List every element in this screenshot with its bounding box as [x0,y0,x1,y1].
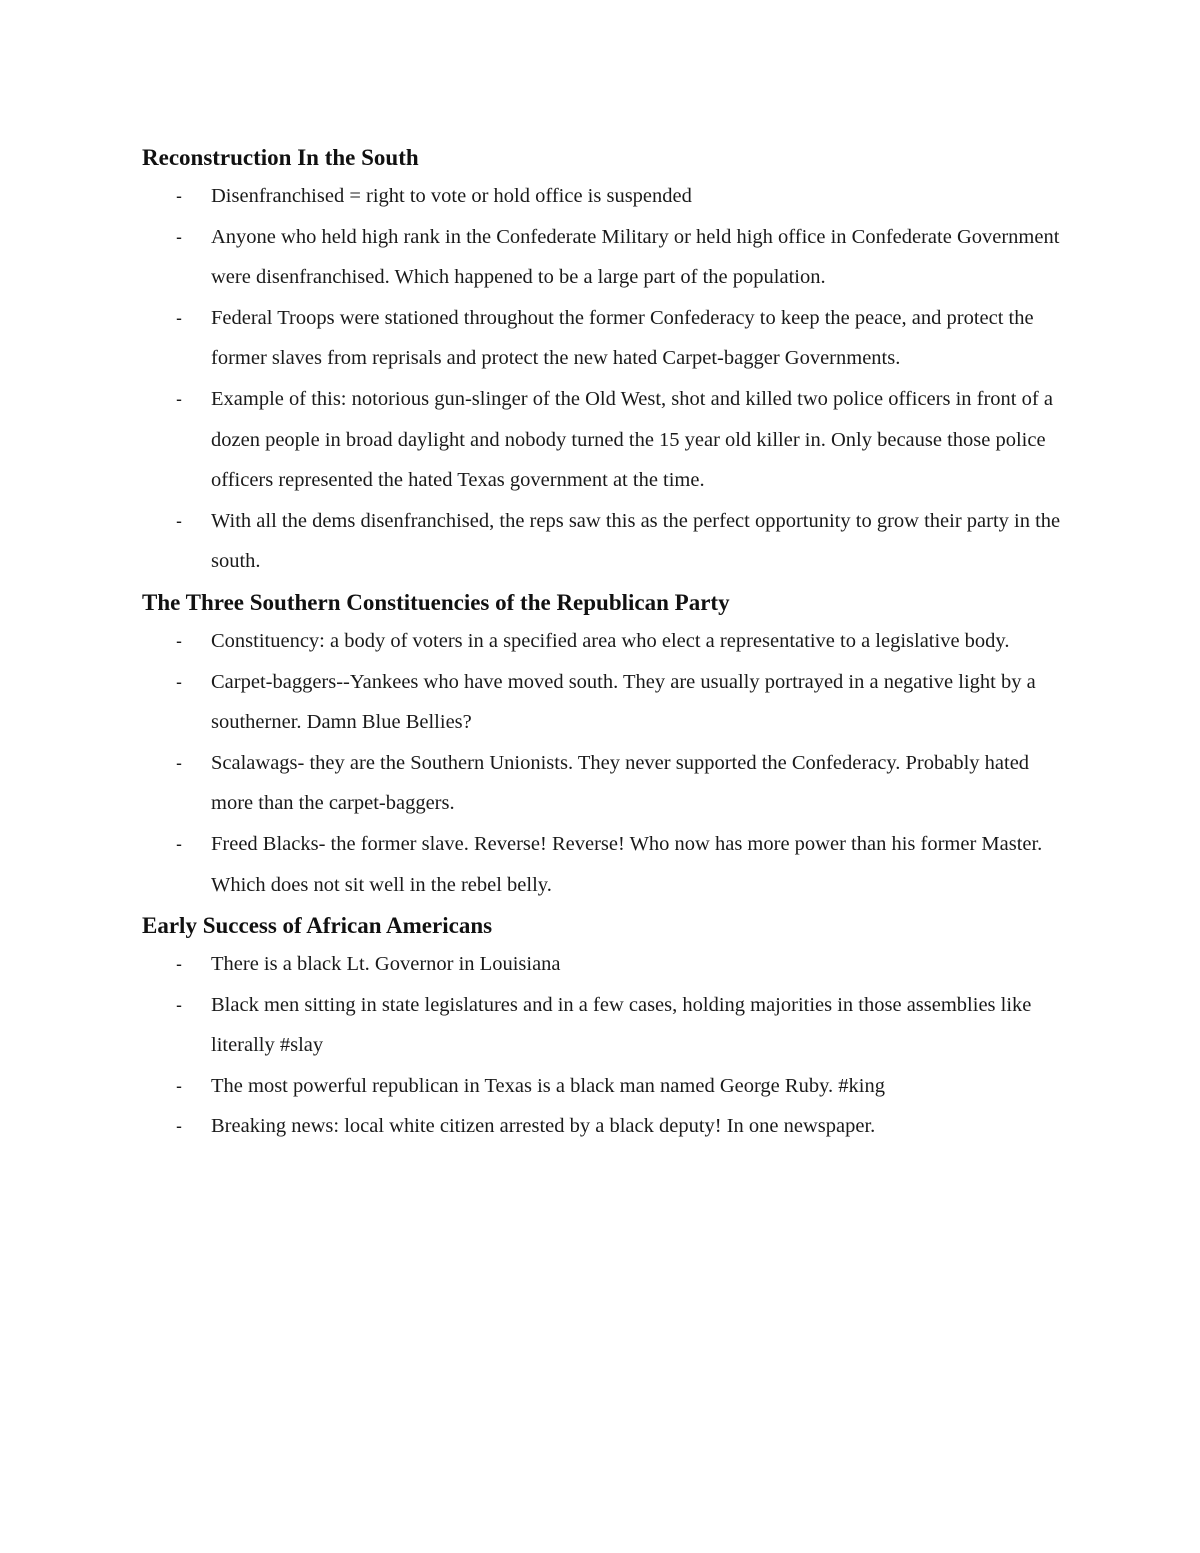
bullet-dash: - [176,1075,182,1096]
bullet-dash: - [176,226,182,247]
bullet-dash: - [176,671,182,692]
bullet-dash: - [176,833,182,854]
list-item [142,298,1062,379]
list-item [142,1066,1062,1107]
section-heading-reconstruction: Reconstruction In the South [142,145,419,170]
list-item-text: Anyone who held high rank in the Confederate Military or held high office in Confederate Government were disenfranchised. Which happened to be a large part of the population. [211,225,1060,289]
bullet-dash: - [176,1116,182,1137]
bullet-dash: - [176,994,182,1015]
list-item-text: Scalawags- they are the Southern Unionists. They never supported the Confederacy. Probably hated more than the carpet-baggers. [211,751,1030,815]
list-item-text: Disenfranchised = right to vote or hold office is suspended [211,185,692,207]
bullet-dash: - [176,510,182,531]
bullet-dash: - [176,388,182,409]
list-item [142,662,1062,743]
list-item-text: Constituency: a body of voters in a specified area who elect a representative to a legislative body. [211,629,1010,652]
list-item [142,743,1062,824]
list-item-text: Black men sitting in state legislatures and in a few cases, holding majorities in those assemblies like literally #slay [211,993,1032,1057]
list-item-text: With all the dems disenfranchised, the reps saw this as the perfect opportunity to grow their party in the south. [211,509,1061,573]
list-item [142,176,1062,217]
bullet-list-early-success [142,944,1062,1147]
list-item-text: Carpet-baggers--Yankees who have moved south. They are usually portrayed in a negative light by a southerner. Damn Blue Bellies? [211,670,1036,734]
document-body [142,140,1062,1150]
list-item-text: The most powerful republican in Texas is a black man named George Ruby. #king [211,1074,885,1097]
list-item [142,985,1062,1066]
section-heading-constituencies: The Three Southern Constituencies of the Republican Party [142,589,730,615]
list-item [142,1106,1062,1147]
list-item-text: Example of this: notorious gun-slinger of the Old West, shot and killed two police officers in front of a dozen people in broad daylight and nobody turned the 15 year old killer in. Only because those police officers represented the hated Texas government at the time. [211,387,1053,492]
list-item-text: There is a black Lt. Governor in Louisiana [211,953,561,976]
list-item-text: Federal Troops were stationed throughout the former Confederacy to keep the peace, and protect the former slaves from reprisals and protect the new hated Carpet-bagger Governments. [211,306,1034,370]
list-item [142,621,1062,662]
list-item [142,217,1062,298]
bullet-dash: - [176,186,182,206]
bullet-dash: - [176,954,182,975]
list-item [142,379,1062,501]
bullet-dash: - [176,752,182,773]
bullet-dash: - [176,307,182,328]
bullet-list-reconstruction [142,176,1062,582]
section-heading-early-success: Early Success of African Americans [142,913,493,939]
list-item-text: Breaking news: local white citizen arrested by a black deputy! In one newspaper. [211,1115,876,1138]
bullet-list-constituencies [142,621,1062,905]
bullet-dash: - [176,630,182,651]
list-item [142,824,1062,905]
list-item [142,501,1062,582]
list-item [142,944,1062,985]
list-item-text: Freed Blacks- the former slave. Reverse! Reverse! Who now has more power than his former Master. Which does not sit well in the rebel belly. [211,832,1043,896]
